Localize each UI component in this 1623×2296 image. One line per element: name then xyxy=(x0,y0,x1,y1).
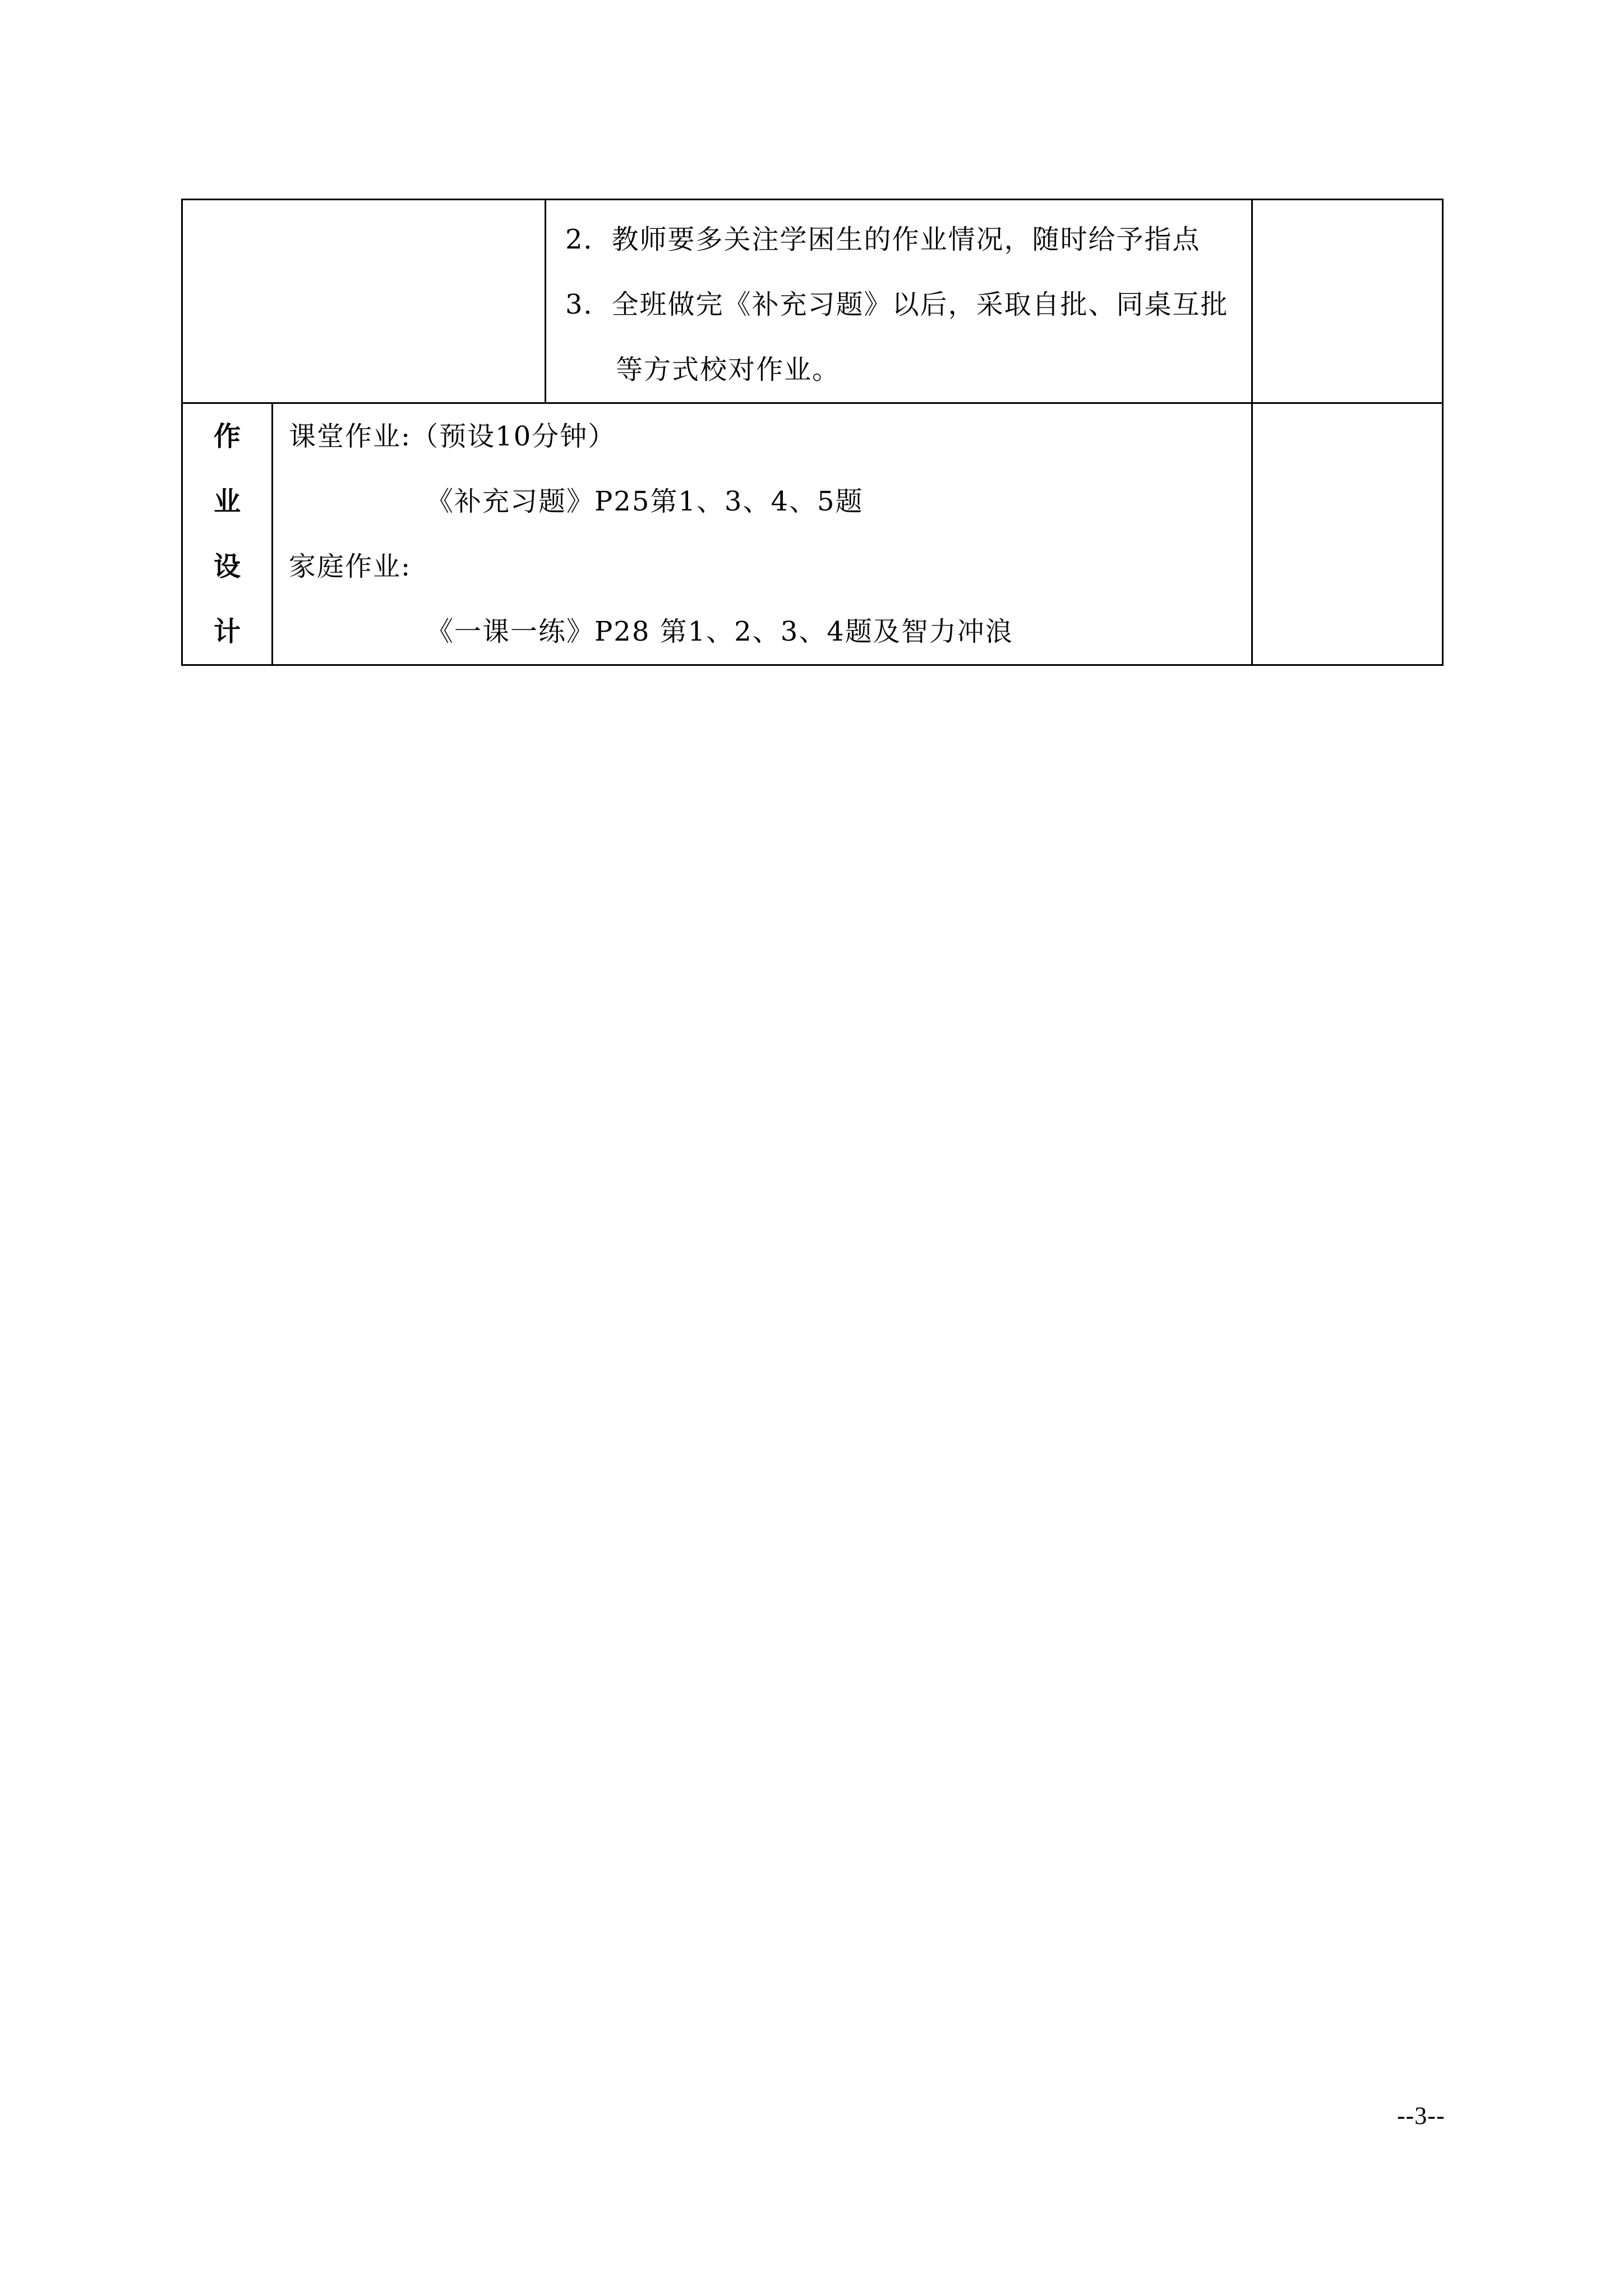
home-homework-title: 家庭作业: xyxy=(289,551,412,582)
class-homework-title: 课堂作业:（预设10分钟） xyxy=(289,421,616,452)
page-number: --3-- xyxy=(1397,2102,1445,2129)
label-char: 设 xyxy=(213,551,241,582)
notes-cell xyxy=(1252,403,1443,665)
empty-cell xyxy=(182,200,546,403)
home-homework-detail: 《一课一练》P28 第1、2、3、4题及智力冲浪 xyxy=(426,616,1013,647)
table-row xyxy=(182,403,1443,665)
label-char: 业 xyxy=(213,486,241,517)
process-step-2: 2．教师要多关注学困生的作业情况，随时给予指点 xyxy=(565,224,1201,255)
notes-cell xyxy=(1252,200,1443,403)
homework-design-label xyxy=(182,403,273,665)
class-homework-detail: 《补充习题》P25第1、3、4、5题 xyxy=(426,486,864,517)
table-row xyxy=(182,200,1443,403)
process-steps-cell xyxy=(546,200,1252,403)
process-step-3-continuation: 等方式校对作业。 xyxy=(616,354,841,385)
process-step-3: 3．全班做完《补充习题》以后，采取自批、同桌互批 xyxy=(565,289,1229,320)
label-char: 计 xyxy=(213,616,241,647)
homework-content-cell xyxy=(273,403,1252,665)
label-char: 作 xyxy=(213,421,241,452)
lesson-plan-table xyxy=(181,199,1444,666)
